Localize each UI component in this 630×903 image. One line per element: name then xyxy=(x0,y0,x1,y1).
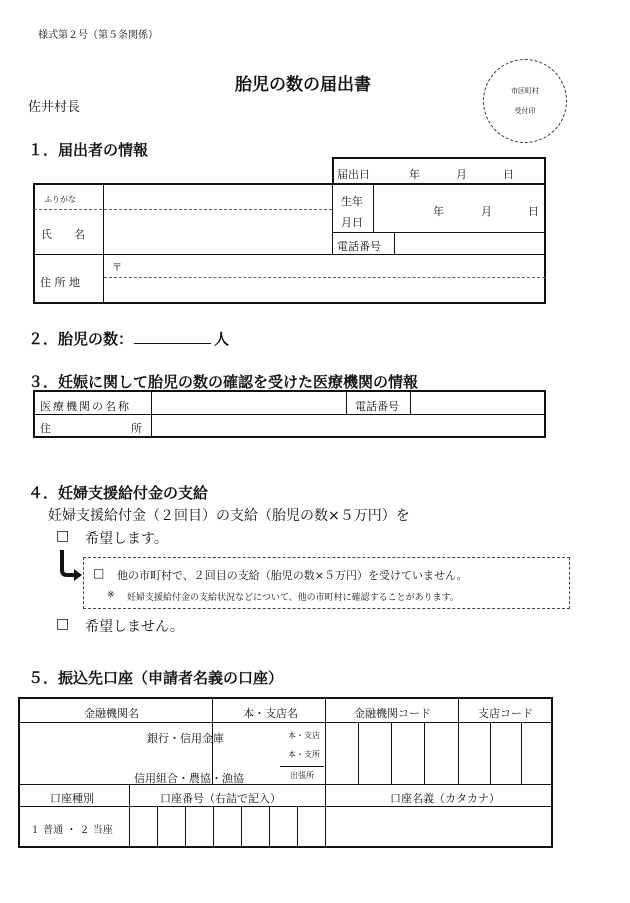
branch-type-office: 出張所 xyxy=(290,771,314,780)
inst-type-coop: 信用組合・農協・漁協 xyxy=(134,772,244,785)
filing-date-month[interactable]: 月 xyxy=(456,168,467,181)
section2-heading: ２．胎児の数： xyxy=(28,330,134,348)
birth-year[interactable]: 年 xyxy=(433,205,444,218)
no-wish-option-label: 希望しません。 xyxy=(85,619,184,635)
account-type-header: 口座種別 xyxy=(50,792,94,805)
sub-option-label: 他の市町村で、２回目の支給（胎児の数×５万円）を受けていません。 xyxy=(117,569,468,582)
note-mark: ※ xyxy=(107,590,115,600)
name-label: 氏 名 xyxy=(41,228,85,241)
section3-heading: ３．妊娠に関して胎児の数の確認を受けた医療機関の情報 xyxy=(28,373,419,391)
no-wish-checkbox[interactable]: □ xyxy=(56,616,70,632)
page-title: 胎児の数の届出書 xyxy=(235,75,371,95)
filing-date-day[interactable]: 日 xyxy=(503,168,514,181)
account-number-header: 口座番号（右詰で記入） xyxy=(160,792,281,805)
branch-code-header: 支店コード xyxy=(478,707,533,720)
account-number-input[interactable] xyxy=(131,808,323,846)
phone-label: 電話番号 xyxy=(337,240,381,253)
fetus-count-unit: 人 xyxy=(214,330,230,348)
account-type-options[interactable]: １ 普通 ・ ２ 当座 xyxy=(30,825,113,836)
inst-code-header: 金融機関コード xyxy=(354,707,431,720)
recipient: 佐井村長 xyxy=(28,100,81,115)
section4-heading: ４．妊婦支援給付金の支給 xyxy=(28,484,209,502)
section5-heading: ５．振込先口座（申請者名義の口座） xyxy=(28,669,284,687)
fetus-count-input[interactable] xyxy=(134,343,211,344)
institution-input[interactable] xyxy=(21,724,131,782)
phone-input[interactable] xyxy=(396,234,544,253)
inst-code-input[interactable] xyxy=(327,724,457,782)
birth-label-1: 生年 xyxy=(341,195,363,208)
facility-name-label: 医療機関の名称 xyxy=(40,400,131,413)
filing-date-label: 届出日 xyxy=(337,168,370,181)
support-statement: 妊婦支援給付金（２回目）の支給（胎児の数×５万円）を xyxy=(48,508,410,524)
branch-header: 本・支店名 xyxy=(243,707,298,720)
inst-type-bank: 銀行・信用金庫 xyxy=(147,732,224,745)
wish-checkbox[interactable]: □ xyxy=(56,528,70,544)
section1-heading: １．届出者の情報 xyxy=(28,141,149,159)
birth-label-2: 月日 xyxy=(341,216,363,229)
address-input[interactable] xyxy=(105,279,544,302)
filing-date-year[interactable]: 年 xyxy=(409,168,420,181)
stamp-line-1: 市区町村 xyxy=(511,87,539,95)
branch-type-main: 本・支店 xyxy=(288,731,320,740)
wish-option-label: 希望します。 xyxy=(85,531,168,547)
name-input[interactable] xyxy=(105,211,330,253)
postal-mark: 〒 xyxy=(112,263,122,274)
form-id: 様式第２号（第５条関係） xyxy=(38,30,158,41)
branch-input[interactable] xyxy=(214,724,278,782)
birth-day[interactable]: 日 xyxy=(528,205,539,218)
branch-type-branch: 本・支所 xyxy=(288,750,320,759)
furigana-input[interactable] xyxy=(105,186,330,208)
account-name-header: 口座名義（カタカナ） xyxy=(390,792,500,805)
facility-address-label-2: 所 xyxy=(131,422,142,435)
account-name-input[interactable] xyxy=(327,808,551,846)
branch-code-input[interactable] xyxy=(460,724,551,782)
sub-option-checkbox[interactable]: □ xyxy=(93,566,105,580)
stamp-line-2: 受付印 xyxy=(514,107,536,115)
birth-month[interactable]: 月 xyxy=(481,205,492,218)
facility-phone-label: 電話番号 xyxy=(355,400,399,413)
facility-address-label-1: 住 xyxy=(40,422,51,435)
institution-header: 金融機関名 xyxy=(84,707,139,720)
facility-address-input[interactable] xyxy=(153,416,544,436)
reception-stamp-circle xyxy=(483,59,567,143)
facility-name-input[interactable] xyxy=(153,392,344,412)
facility-phone-input[interactable] xyxy=(412,392,544,412)
address-label: 住 所 地 xyxy=(40,276,80,289)
furigana-label: ふりがな xyxy=(44,195,76,204)
note-text: 妊婦支援給付金の支給状況などについて、他の市町村に確認することがあります。 xyxy=(127,593,459,603)
arrow-down-right-icon xyxy=(58,550,84,582)
